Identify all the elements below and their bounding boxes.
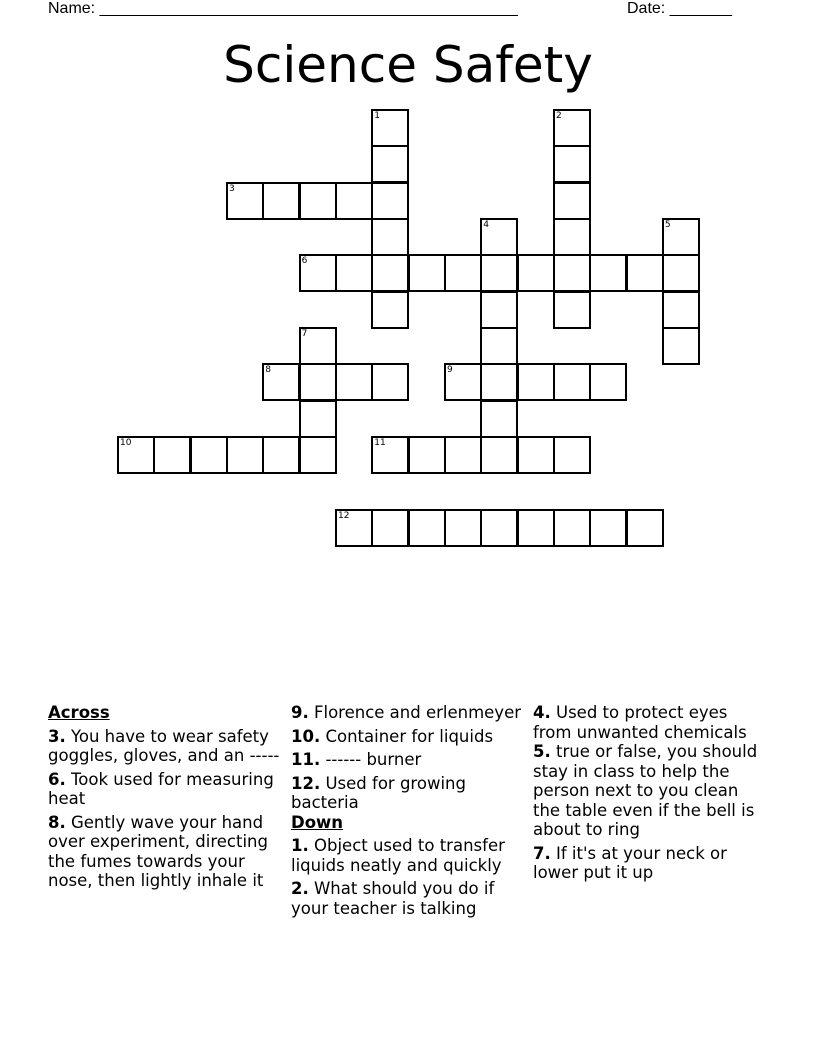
clue-down-5 (533, 742, 765, 840)
grid-cell[interactable] (662, 327, 700, 365)
grid-cell[interactable] (226, 182, 264, 220)
grid-cell[interactable] (589, 363, 627, 401)
grid-cell[interactable] (553, 509, 591, 547)
clue-number: 9. (291, 703, 309, 722)
grid-cell[interactable] (190, 436, 228, 474)
clue-number-label: 6 (301, 256, 308, 267)
grid-cell[interactable] (626, 254, 664, 292)
clue-column-3 (533, 703, 765, 887)
grid-cell[interactable] (299, 363, 337, 401)
clue-number-label: 7 (301, 329, 308, 339)
clue-column-2 (291, 703, 523, 922)
name-field[interactable]: Name: _______________________________________________ (48, 0, 518, 17)
clue-text: If it's at your neck or lower put it up (533, 843, 727, 882)
grid-cell[interactable] (262, 363, 300, 401)
clue-text: ------ burner (320, 750, 422, 769)
clue-across-12 (291, 774, 523, 813)
clue-number-label: 8 (265, 365, 272, 376)
clue-number: 1. (291, 836, 309, 855)
grid-cell[interactable] (262, 436, 300, 474)
grid-cell[interactable] (480, 218, 518, 256)
grid-cell[interactable] (553, 182, 591, 220)
clue-number: 5. (533, 742, 551, 761)
grid-cell[interactable] (299, 182, 337, 220)
grid-cell[interactable] (553, 291, 591, 329)
grid-cell[interactable] (335, 182, 373, 220)
clue-across-6 (48, 770, 280, 809)
grid-cell[interactable] (299, 436, 337, 474)
clue-down-7 (533, 844, 765, 883)
grid-cell[interactable] (553, 436, 591, 474)
grid-cell[interactable] (480, 291, 518, 329)
grid-cell[interactable] (589, 254, 627, 292)
clue-number: 3. (48, 726, 66, 746)
down-heading: Down (291, 812, 344, 832)
clue-text: true or false, you should stay in class to help the person next to you clean the table even if the bell is about to ring (533, 742, 758, 839)
clue-across-10 (291, 727, 523, 747)
clue-column-1 (48, 703, 280, 895)
grid-cell[interactable] (480, 363, 518, 401)
clue-text: Container for liquids (320, 726, 494, 746)
clue-text: Used to protect eyes from unwanted chemicals (533, 703, 747, 742)
grid-cell[interactable] (371, 363, 409, 401)
grid-cell[interactable] (335, 254, 373, 292)
grid-cell[interactable] (117, 436, 155, 474)
clue-across-9 (291, 703, 523, 723)
grid-cell[interactable] (589, 509, 627, 547)
clue-text: Object used to transfer liquids neatly and quickly (291, 836, 505, 875)
grid-cell[interactable] (517, 509, 555, 547)
clue-down-1 (291, 836, 523, 875)
clue-number-label: 11 (374, 438, 386, 448)
grid-cell[interactable] (662, 254, 700, 292)
page-title: Science Safety (223, 36, 593, 94)
grid-cell[interactable] (626, 509, 664, 547)
across-heading: Across (48, 703, 110, 722)
grid-cell[interactable] (517, 436, 555, 474)
clue-number: 7. (533, 843, 551, 863)
clue-number-label: 1 (374, 111, 381, 121)
grid-cell[interactable] (262, 182, 300, 220)
clue-text: Took used for measuring heat (48, 769, 274, 808)
date-field[interactable]: Date: _______ (627, 0, 732, 17)
grid-cell[interactable] (408, 436, 446, 474)
clue-number: 4. (533, 703, 551, 722)
clue-number-label: 12 (338, 510, 350, 521)
clue-across-11 (291, 750, 523, 770)
clue-number: 11. (291, 750, 321, 769)
grid-cell[interactable] (408, 509, 446, 547)
clue-down-4 (533, 703, 765, 742)
grid-cell[interactable] (335, 509, 373, 547)
clue-text: Gently wave your hand over experiment, directing the fumes towards your nose, then lightly inhale it (48, 812, 268, 890)
grid-cell[interactable] (444, 436, 482, 474)
clue-text: You have to wear safety goggles, gloves, and an ----- (48, 726, 280, 765)
grid-cell[interactable] (299, 327, 337, 365)
grid-cell[interactable] (371, 436, 409, 474)
grid-cell[interactable] (408, 254, 446, 292)
grid-cell[interactable] (662, 291, 700, 329)
grid-cell[interactable] (480, 400, 518, 438)
grid-cell[interactable] (517, 363, 555, 401)
clue-text: What should you do if your teacher is talking (291, 879, 495, 918)
clue-number-label: 3 (229, 183, 235, 194)
grid-cell[interactable] (662, 218, 700, 256)
grid-cell[interactable] (444, 509, 482, 547)
clue-number-label: 10 (120, 438, 132, 448)
clue-text: Florence and erlenmeyer (308, 703, 522, 722)
grid-cell[interactable] (371, 509, 409, 547)
grid-cell[interactable] (371, 291, 409, 329)
grid-cell[interactable] (444, 363, 482, 401)
grid-cell[interactable] (553, 145, 591, 183)
grid-cell[interactable] (553, 254, 591, 292)
clue-across-3 (48, 727, 280, 766)
clue-number: 12. (291, 773, 321, 793)
grid-cell[interactable] (553, 363, 591, 401)
clue-number-label: 5 (664, 220, 671, 230)
grid-cell[interactable] (517, 254, 555, 292)
grid-cell[interactable] (299, 400, 337, 438)
grid-cell[interactable] (299, 254, 337, 292)
grid-cell[interactable] (444, 254, 482, 292)
clue-number-label: 4 (483, 220, 490, 230)
clue-number-label: 9 (447, 365, 453, 376)
grid-cell[interactable] (371, 218, 409, 256)
grid-cell[interactable] (371, 182, 409, 220)
grid-cell[interactable] (371, 109, 409, 147)
clue-text: Used for growing bacteria (291, 773, 466, 812)
grid-cell[interactable] (553, 218, 591, 256)
grid-cell[interactable] (371, 145, 409, 183)
grid-cell[interactable] (480, 327, 518, 365)
clue-number: 10. (291, 726, 321, 746)
grid-cell[interactable] (480, 509, 518, 547)
grid-cell[interactable] (226, 436, 264, 474)
clue-number: 8. (48, 812, 66, 832)
clue-across-8 (48, 813, 280, 891)
grid-cell[interactable] (153, 436, 191, 474)
grid-cell[interactable] (335, 363, 373, 401)
clue-down-2 (291, 879, 523, 918)
grid-cell[interactable] (553, 109, 591, 147)
clue-number: 6. (48, 769, 66, 789)
grid-cell[interactable] (480, 436, 518, 474)
grid-cell[interactable] (371, 254, 409, 292)
grid-cell[interactable] (480, 254, 518, 292)
clue-number: 2. (291, 879, 309, 898)
clue-number-label: 2 (556, 111, 562, 121)
